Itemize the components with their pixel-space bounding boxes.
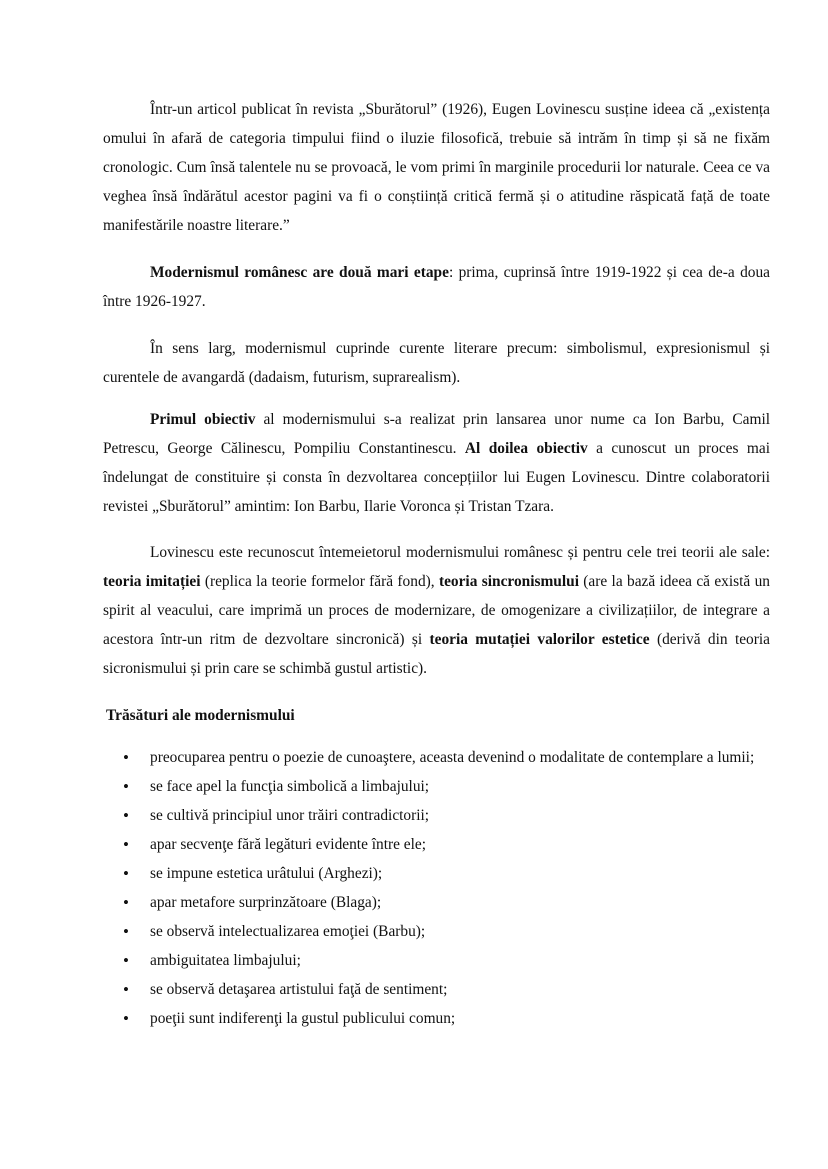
segment: (derivă din teoria sicronismului și prin care se schimbă gustul artistic).: [103, 631, 770, 677]
segment-bold: Primul obiectiv: [150, 411, 256, 428]
list-item: • apar secvenţe fără legături evidente între ele;: [103, 830, 770, 859]
paragraph-lovinescu-quote: [103, 95, 770, 240]
list-item: • se cultivă principiul unor trăiri contradictorii;: [103, 801, 770, 830]
paragraph-objectives: [103, 405, 770, 521]
segment-bold: Al doilea obiectiv: [464, 440, 588, 457]
segment: al modernismului s-a realizat prin lansarea unor nume ca Ion Barbu, Camil Petrescu, George Călinescu, Pompiliu Constantinescu.: [103, 411, 770, 457]
paragraph-stages: [103, 258, 770, 316]
segment: Într-un articol publicat în revista „Sburătorul” (1926), Eugen Lovinescu susține ideea că „existența omului în afară de categoria timpului fiind o iluzie filosofică, trebuie să intrăm în timp și să ne fixăm cronologic. Cum însă talentele nu se provoacă, le vom primi în marginile procedurii lor naturale. Ceea ce va veghea însă îndărătul acestor pagini va fi o conștiință critică fermă și o atitudine răspicată față de toate manifestările noastre literare.”: [103, 101, 770, 234]
segment-bold: teoria mutației valorilor estetice: [429, 631, 650, 648]
list-item: • apar metafore surprinzătoare (Blaga);: [103, 888, 770, 917]
features-list: [103, 743, 770, 1033]
paragraph-theories: [103, 538, 770, 683]
paragraph-broad-sense: [103, 334, 770, 392]
list-item: • se observă intelectualizarea emoţiei (Barbu);: [103, 917, 770, 946]
list-item: • preocuparea pentru o poezie de cunoaştere, aceasta devenind o modalitate de contemplare a lumii;: [103, 743, 770, 772]
segment: Lovinescu este recunoscut întemeietorul modernismului românesc și pentru cele trei teorii ale sale:: [150, 544, 770, 561]
segment: : prima, cuprinsă între 1919-1922 și cea de-a doua între 1926-1927.: [103, 264, 770, 310]
segment: (replica la teorie formelor fără fond),: [200, 573, 439, 590]
list-item: • se impune estetica urâtului (Arghezi);: [103, 859, 770, 888]
list-item: • se face apel la funcţia simbolică a limbajului;: [103, 772, 770, 801]
segment: În sens larg, modernismul cuprinde curente literare precum: simbolismul, expresionismul și curentele de avangardă (dadaism, futurism, suprarealism).: [103, 340, 770, 386]
segment-bold: teoria imitației: [103, 573, 201, 590]
segment: a cunoscut un proces mai îndelungat de constituire și consta în dezvoltarea concepțiilor lui Eugen Lovinescu. Dintre colaboratorii revistei „Sburătorul” amintim: Ion Barbu, Ilarie Voronca și Tristan Tzara.: [103, 440, 770, 515]
segment-bold: teoria sincronismului: [438, 573, 579, 590]
list-item: • ambiguitatea limbajului;: [103, 946, 770, 975]
section-heading: Trăsături ale modernismului: [106, 707, 295, 724]
segment: (are la bază ideea că există un spirit al veacului, care imprimă un proces de modernizare, de omogenizare a civilizațiilor, de integrare a acestora într-un ritm de dezvoltare sincronică) și: [103, 573, 770, 648]
list-item: • poeţii sunt indiferenţi la gustul publicului comun;: [103, 1004, 770, 1033]
segment-bold: Modernismul românesc are două mari etape: [150, 264, 449, 281]
list-item: • se observă detaşarea artistului faţă de sentiment;: [103, 975, 770, 1004]
